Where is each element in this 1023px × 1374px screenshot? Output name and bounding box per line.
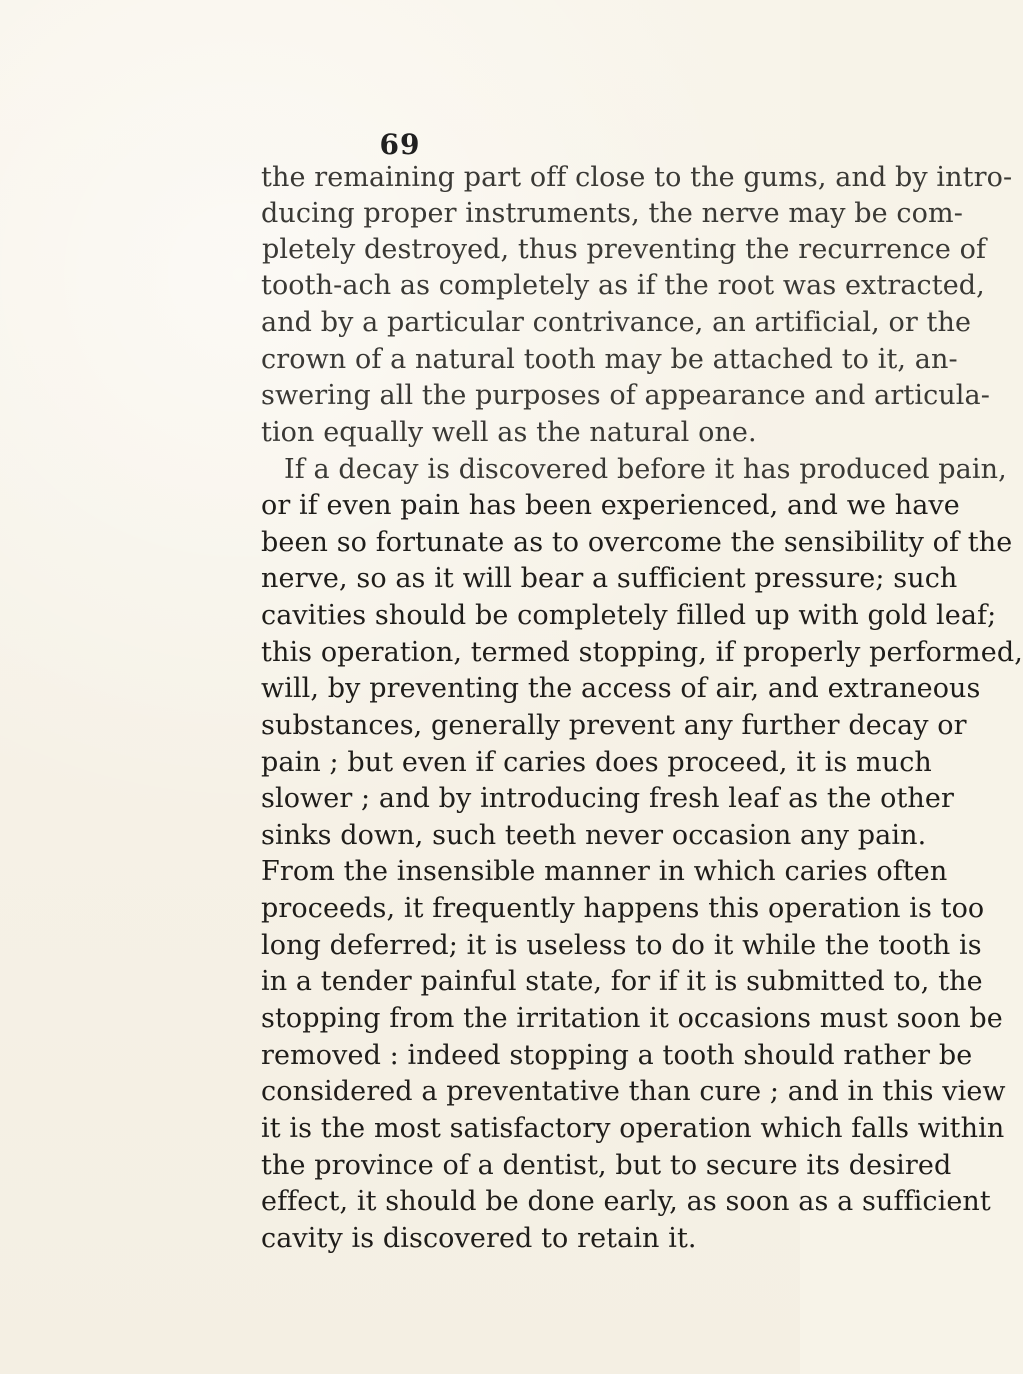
text-line: nerve, so as it will bear a sufficient pressure; such — [261, 563, 958, 594]
text-line: tooth-ach as completely as if the root was extracted, — [261, 270, 985, 301]
text-line: crown of a natural tooth may be attached to it, an- — [261, 344, 958, 375]
page-number: 69 — [379, 128, 421, 161]
text-line: cavities should be completely filled up with gold leaf; — [261, 600, 997, 631]
text-line: this operation, termed stopping, if properly performed, — [261, 637, 1023, 668]
text-line: and by a particular contrivance, an artificial, or the — [261, 307, 972, 338]
text-line: long deferred; it is useless to do it while the tooth is — [261, 930, 982, 961]
text-line: will, by preventing the access of air, and extraneous — [261, 673, 981, 704]
text-line: in a tender painful state, for if it is submitted to, the — [261, 966, 983, 997]
text-line: pletely destroyed, thus preventing the recurrence of — [262, 234, 987, 265]
text-line: tion equally well as the natural one. — [261, 417, 757, 448]
text-line: the remaining part off close to the gums, and by intro- — [261, 162, 1013, 193]
text-line: substances, generally prevent any further decay or — [261, 710, 967, 741]
text-line: it is the most satisfactory operation which falls within — [261, 1113, 1005, 1144]
text-line: pain ; but even if caries does proceed, it is much — [261, 747, 932, 778]
text-line: the province of a dentist, but to secure its desired — [261, 1150, 952, 1181]
text-line: ducing proper instruments, the nerve may be com- — [261, 198, 963, 229]
text-line: swering all the purposes of appearance and articula- — [261, 380, 990, 411]
text-line: removed : indeed stopping a tooth should rather be — [261, 1040, 973, 1071]
text-line: sinks down, such teeth never occasion any pain. — [261, 820, 927, 851]
text-line: or if even pain has been experienced, and we have — [261, 490, 960, 521]
text-line: slower ; and by introducing fresh leaf as the other — [261, 783, 955, 814]
text-line: From the insensible manner in which caries often — [261, 856, 948, 887]
text-line: proceeds, it frequently happens this operation is too — [261, 893, 985, 924]
text-line: If a decay is discovered before it has produced pain, — [284, 454, 1007, 485]
text-line: been so fortunate as to overcome the sensibility of the — [261, 527, 1013, 558]
text-line: stopping from the irritation it occasions must soon be — [261, 1003, 1003, 1034]
text-line: effect, it should be done early, as soon as a sufficient — [261, 1186, 991, 1217]
text-line: considered a preventative than cure ; and in this view — [261, 1076, 1006, 1107]
text-line: cavity is discovered to retain it. — [261, 1223, 697, 1254]
